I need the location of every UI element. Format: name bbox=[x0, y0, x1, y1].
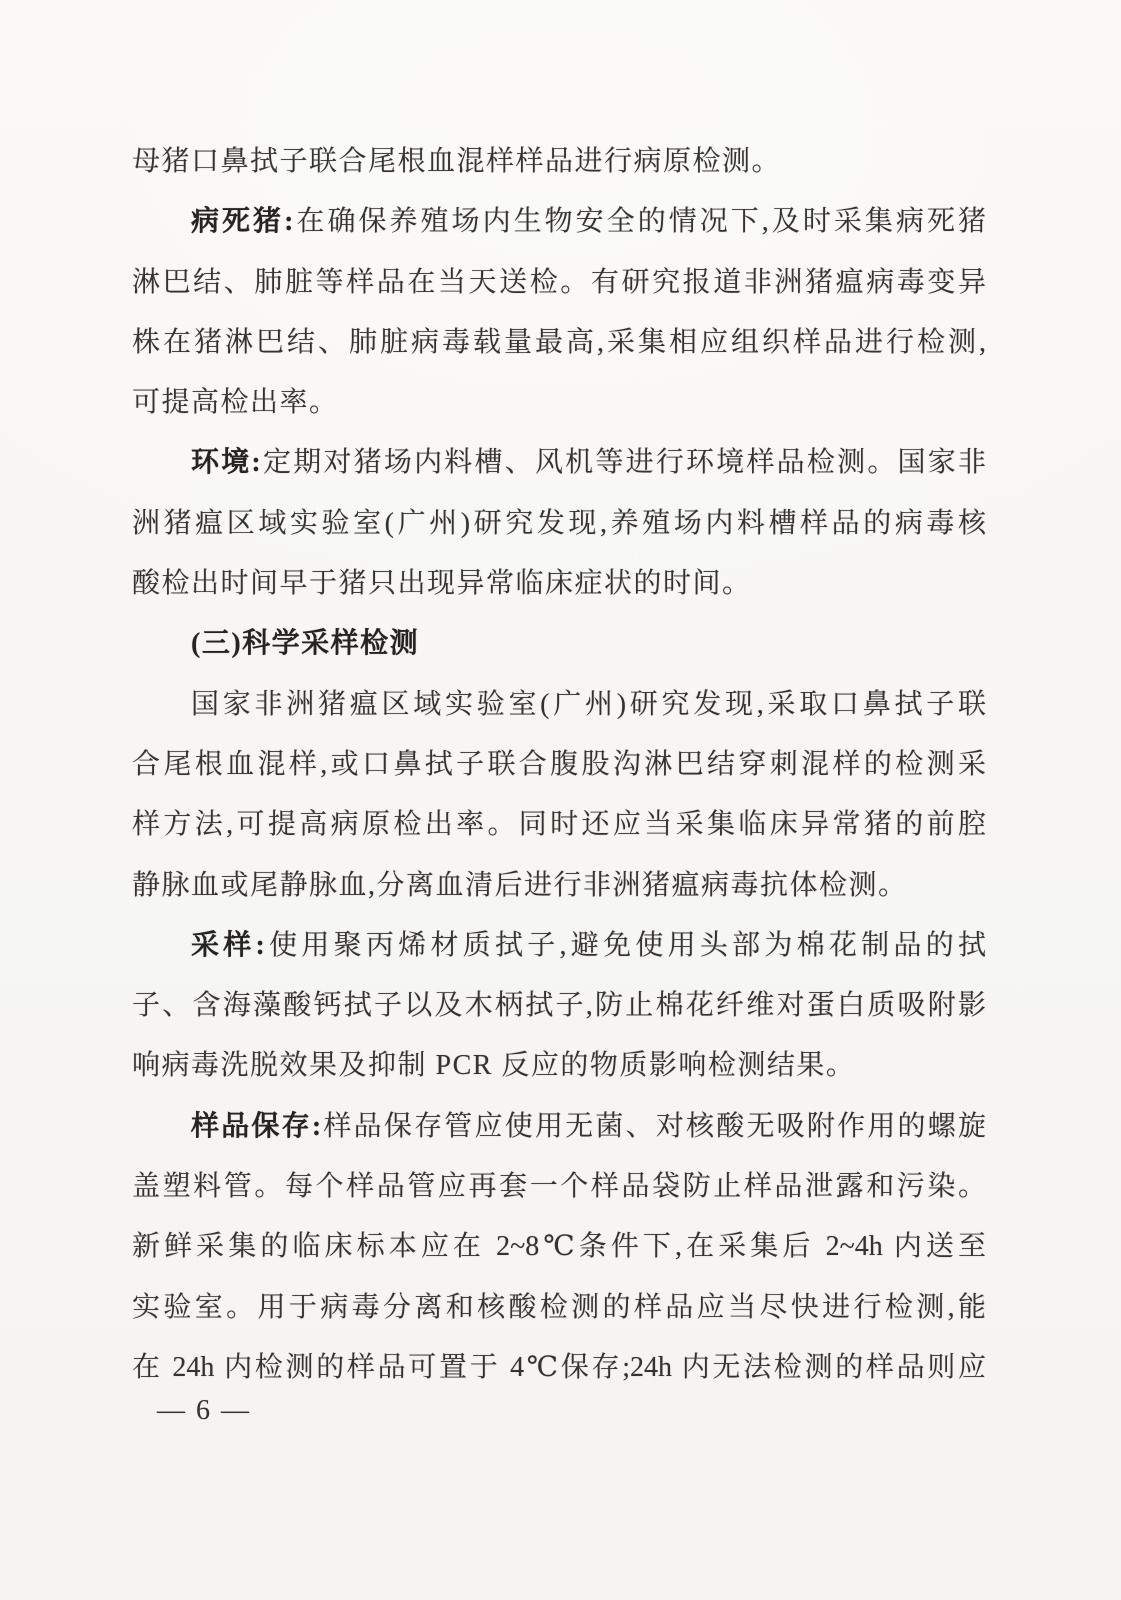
text-line bbox=[132, 675, 986, 735]
text-segment: 国家非洲猪瘟区域实验室(广州)研究发现,采取口鼻拭子联 bbox=[191, 688, 986, 720]
text-line bbox=[132, 494, 986, 554]
text-line bbox=[132, 313, 986, 373]
document-body bbox=[132, 132, 986, 1398]
text-line bbox=[132, 132, 986, 192]
text-segment: 可提高检出率。 bbox=[132, 387, 339, 419]
text-segment: 样品保存管应使用无菌、对核酸无吸附作用的螺旋 bbox=[321, 1110, 986, 1142]
text-line bbox=[132, 856, 986, 916]
text-line bbox=[132, 253, 986, 313]
text-segment: 使用聚丙烯材质拭子,避免使用头部为棉花制品的拭 bbox=[264, 929, 986, 961]
text-line bbox=[132, 1036, 986, 1096]
run-in-heading: 环境: bbox=[191, 447, 261, 479]
text-segment: 株在猪淋巴结、肺脏病毒载量最高,采集相应组织样品进行检测, bbox=[132, 326, 986, 358]
text-segment: 子、含海藻酸钙拭子以及木柄拭子,防止棉花纤维对蛋白质吸附影 bbox=[132, 990, 986, 1022]
text-line bbox=[132, 1338, 986, 1398]
run-in-heading: (三)科学采样检测 bbox=[191, 628, 420, 660]
text-segment: 响病毒洗脱效果及抑制 PCR 反应的物质影响检测结果。 bbox=[132, 1050, 856, 1082]
run-in-heading: 病死猪: bbox=[191, 206, 294, 238]
text-segment: 实验室。用于病毒分离和核酸检测的样品应当尽快进行检测,能 bbox=[132, 1291, 986, 1323]
text-line bbox=[132, 554, 986, 614]
text-line bbox=[132, 1217, 986, 1277]
text-line bbox=[132, 916, 986, 976]
text-segment: 合尾根血混样,或口鼻拭子联合腹股沟淋巴结穿刺混样的检测采 bbox=[132, 748, 986, 780]
text-segment: 母猪口鼻拭子联合尾根血混样样品进行病原检测。 bbox=[132, 146, 782, 177]
text-line bbox=[132, 976, 986, 1036]
text-segment: 在确保养殖场内生物安全的情况下,及时采集病死猪 bbox=[293, 206, 986, 238]
text-line bbox=[132, 735, 986, 795]
text-line bbox=[132, 373, 986, 433]
run-in-heading: 样品保存: bbox=[191, 1110, 322, 1142]
text-segment: 盖塑料管。每个样品管应再套一个样品袋防止样品泄露和污染。 bbox=[132, 1171, 986, 1203]
text-segment: 定期对猪场内料槽、风机等进行环境样品检测。国家非 bbox=[260, 447, 986, 479]
page-number-text: — 6 — bbox=[157, 1395, 251, 1426]
text-line bbox=[132, 795, 986, 855]
text-segment: 新鲜采集的临床标本应在 2~8℃条件下,在采集后 2~4h 内送至 bbox=[132, 1231, 986, 1263]
text-line bbox=[132, 1157, 986, 1217]
text-line bbox=[132, 433, 986, 493]
text-segment: 洲猪瘟区域实验室(广州)研究发现,养殖场内料槽样品的病毒核 bbox=[132, 507, 986, 539]
run-in-heading: 采样: bbox=[191, 929, 265, 961]
text-line bbox=[132, 1097, 986, 1157]
text-line bbox=[132, 1278, 986, 1338]
text-segment: 淋巴结、肺脏等样品在当天送检。有研究报道非洲猪瘟病毒变异 bbox=[132, 266, 986, 298]
page-number bbox=[157, 1383, 251, 1439]
text-segment: 静脉血或尾静脉血,分离血清后进行非洲猪瘟病毒抗体检测。 bbox=[132, 869, 908, 901]
text-segment: 酸检出时间早于猪只出现异常临床症状的时间。 bbox=[132, 568, 752, 600]
text-segment: 在 24h 内检测的样品可置于 4℃保存;24h 内无法检测的样品则应 bbox=[132, 1351, 986, 1383]
text-line bbox=[132, 192, 986, 252]
text-line bbox=[132, 614, 986, 674]
text-segment: 样方法,可提高病原检出率。同时还应当采集临床异常猪的前腔 bbox=[132, 809, 986, 841]
